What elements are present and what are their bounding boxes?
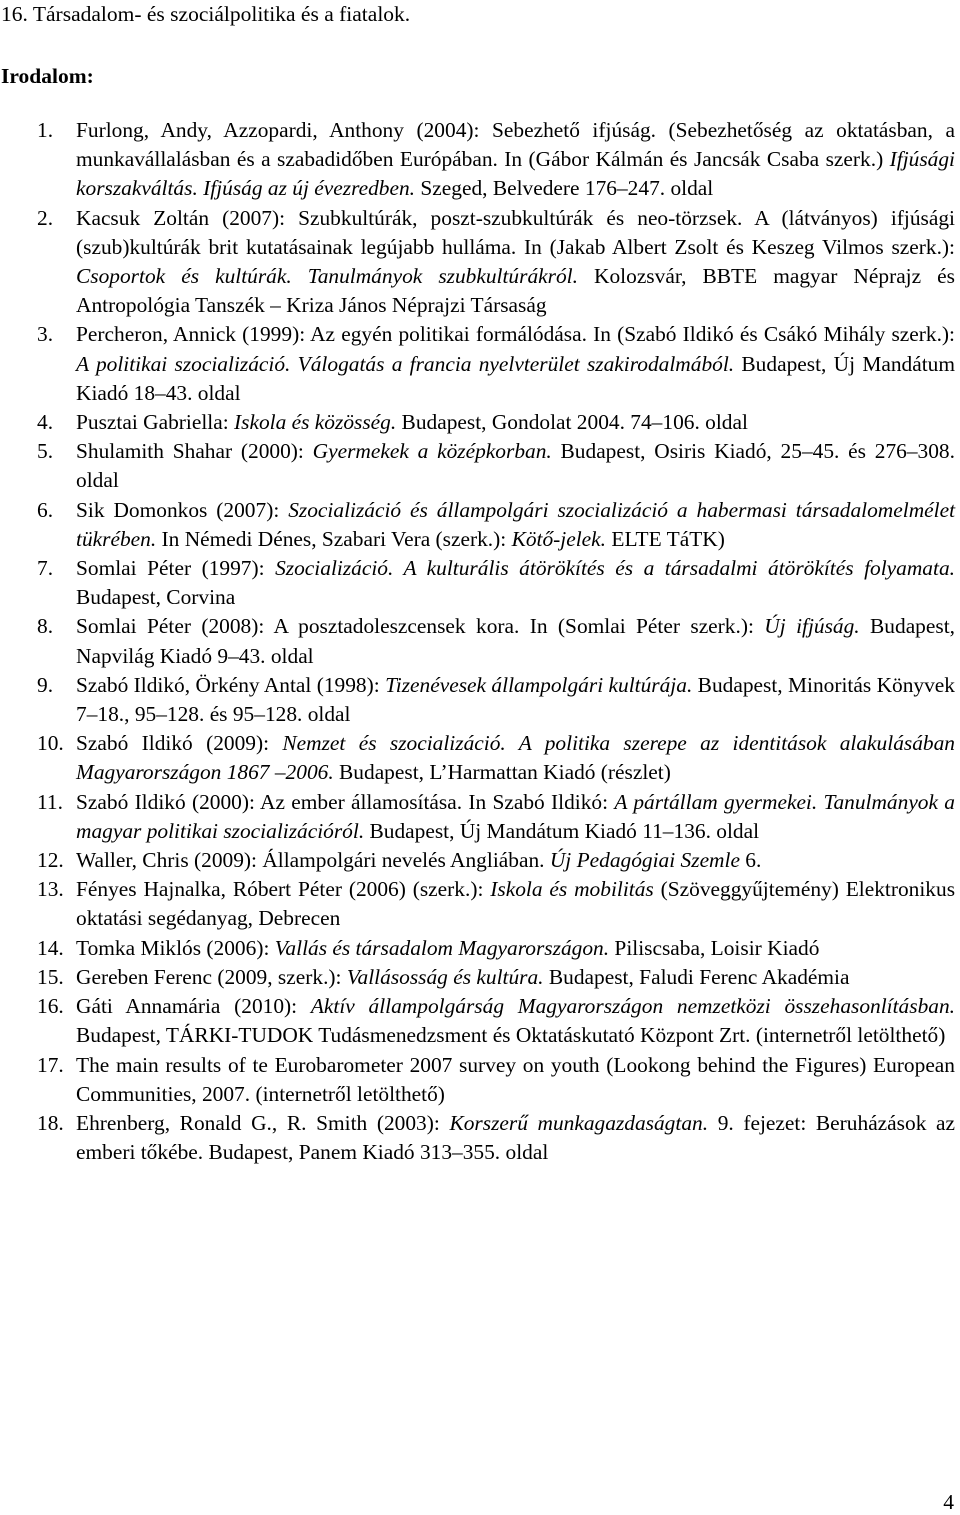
- reference-text-segment: Sik Domonkos (2007):: [76, 497, 289, 522]
- reference-item: [0, 934, 955, 963]
- reference-text: [76, 875, 955, 933]
- reference-text-segment: Gáti Annamária (2010):: [76, 994, 311, 1019]
- reference-item: [0, 875, 955, 933]
- reference-text-segment: Somlai Péter (1997):: [76, 556, 276, 581]
- reference-item: [0, 846, 955, 875]
- reference-title-italic: Nemzet és szocializáció. A politika szerepe az identitások alakulásában Magyarországon 1867 –2006.: [76, 731, 955, 785]
- reference-text-segment: Waller, Chris (2009): Állampolgári nevelés Angliában.: [76, 848, 550, 873]
- reference-text-segment: Piliscsaba, Loisir Kiadó: [609, 935, 820, 960]
- reference-text: [76, 846, 955, 875]
- reference-text-segment: Fényes Hajnalka, Róbert Péter (2006) (szerk.):: [76, 877, 491, 902]
- reference-title-italic: Csoportok és kultúrák. Tanulmányok szubkultúrákról.: [76, 264, 578, 289]
- reference-text-segment: Budapest, Napvilág Kiadó 9–43. oldal: [76, 614, 955, 668]
- reference-text: [76, 671, 955, 729]
- reference-title-italic: A pártállam gyermekei. Tanulmányok a magyar politikai szocializációról.: [76, 789, 955, 843]
- reference-text: [76, 408, 955, 437]
- reference-text: [76, 204, 955, 321]
- reference-text-segment: Tomka Miklós (2006):: [76, 935, 275, 960]
- reference-title-italic: Gyermekek a középkorban.: [312, 439, 552, 464]
- reference-text-segment: The main results of te Eurobarometer 2007 survey on youth (Lookong behind the Figures) European Communities, 2007. (internetről letölthető): [76, 1052, 955, 1106]
- reference-text-segment: Budapest, Osiris Kiadó, 25–45. és 276–308. oldal: [76, 439, 955, 493]
- reference-title-italic: Tizenévesek állampolgári kultúrája.: [385, 672, 693, 697]
- reference-number: 4.: [37, 410, 54, 435]
- reference-number: 5.: [37, 439, 54, 464]
- reference-item: [0, 554, 955, 612]
- reference-title-italic: Vallásosság és kultúra.: [346, 964, 544, 989]
- reference-number: 3.: [37, 322, 54, 347]
- reference-text: [76, 1051, 955, 1109]
- reference-text-segment: Budapest, Faludi Ferenc Akadémia: [543, 964, 850, 989]
- reference-item: [0, 612, 955, 670]
- reference-number: 6.: [37, 497, 54, 522]
- reference-text-segment: Percheron, Annick (1999): Az egyén politikai formálódása. In (Szabó Ildikó és Csákó Mihály szerk.):: [76, 322, 955, 347]
- reference-text: [76, 496, 955, 554]
- reference-text-segment: Budapest, L’Harmattan Kiadó (részlet): [333, 760, 671, 785]
- reference-text-segment: Budapest, Új Mandátum Kiadó 11–136. oldal: [364, 818, 760, 843]
- reference-text-segment: 6.: [739, 848, 762, 873]
- reference-text-segment: Budapest, Új Mandátum Kiadó 18–43. oldal: [76, 351, 955, 405]
- reference-number: 11.: [37, 789, 63, 814]
- reference-text: [76, 437, 955, 495]
- section-heading: 16. Társadalom- és szociálpolitika és a fiatalok.: [1, 2, 411, 26]
- reference-text: [76, 554, 955, 612]
- reference-number: 10.: [37, 731, 64, 756]
- reference-number: 9.: [37, 672, 54, 697]
- reference-text: [76, 963, 955, 992]
- reference-title-italic: A politikai szocializáció. Válogatás a francia nyelvterület szakirodalmából.: [76, 351, 735, 376]
- reference-item: [0, 963, 955, 992]
- reference-item: [0, 1109, 955, 1167]
- reference-text: [76, 612, 955, 670]
- reference-item: [0, 408, 955, 437]
- reference-item: [0, 496, 955, 554]
- reference-text-segment: Gereben Ferenc (2009, szerk.):: [76, 964, 347, 989]
- reference-text: [76, 116, 955, 204]
- reference-text: [76, 1109, 955, 1167]
- reference-item: [0, 788, 955, 846]
- reference-title-italic: Korszerű munkagazdaságtan.: [449, 1110, 709, 1135]
- reference-text-segment: Shulamith Shahar (2000):: [76, 439, 313, 464]
- reference-number: 12.: [37, 848, 64, 873]
- reference-text: [76, 729, 955, 787]
- reference-title-italic: Szocializáció. A kulturális átörökítés és a társadalmi átörökítés folyamata.: [275, 556, 955, 581]
- reference-text-segment: Somlai Péter (2008): A posztadoleszcensek kora. In (Somlai Péter szerk.):: [76, 614, 765, 639]
- reference-title-italic: Szocializáció és állampolgári szocializáció a habermasi társadalomelmélet tükrében.: [76, 497, 956, 551]
- reference-text-segment: Budapest, Minoritás Könyvek 7–18., 95–128. és 95–128. oldal: [76, 672, 955, 727]
- reference-title-italic: Ifjúsági korszakváltás. Ifjúság az új évezredben.: [76, 147, 955, 201]
- reference-number: 18.: [37, 1110, 64, 1135]
- reference-text-segment: (Szöveggyűjtemény) Elektronikus oktatási segédanyag, Debrecen: [76, 877, 956, 931]
- reference-text-segment: Kolozsvár, BBTE magyar Néprajz és Antropológia Tanszék – Kriza János Néprajzi Társaság: [76, 264, 956, 318]
- reference-title-italic: Kötő-jelek.: [511, 526, 607, 551]
- reference-item: [0, 204, 955, 321]
- reference-text-segment: Budapest, TÁRKI-TUDOK Tudásmenedzsment és Oktatáskutató Központ Zrt. (internetről letölthető): [76, 1023, 946, 1048]
- reference-number: 15.: [37, 964, 64, 989]
- reference-title-italic: Vallás és társadalom Magyarországon.: [274, 935, 610, 960]
- reference-text-segment: Ehrenberg, Ronald G., R. Smith (2003):: [76, 1110, 450, 1135]
- reference-text-segment: Furlong, Andy, Azzopardi, Anthony (2004): Sebezhető ifjúság. (Sebezhetőség az oktatásban, a munkavállalásban és a szabadidőben Európában. In (Gábor Kálmán és Jancsák Csaba szerk.): [76, 118, 955, 172]
- reference-title-italic: Aktív állampolgárság Magyarországon nemzetközi összehasonlításban.: [310, 994, 956, 1019]
- reference-text-segment: ELTE TáTK): [606, 526, 725, 551]
- reference-number: 16.: [37, 994, 64, 1019]
- reference-number: 7.: [37, 556, 54, 581]
- reference-item: [0, 729, 955, 787]
- reference-text-segment: Pusztai Gabriella:: [76, 410, 235, 435]
- reference-text-segment: 9. fejezet: Beruházások az emberi tőkébe. Budapest, Panem Kiadó 313–355. oldal: [76, 1110, 956, 1165]
- reference-number: 13.: [37, 877, 64, 902]
- reference-text: [76, 992, 955, 1050]
- reference-text-segment: Kacsuk Zoltán (2007): Szubkultúrák, poszt-szubkultúrák és neo-törzsek. A (látványos) ifjúsági (szub)kultúrák brit kutatásainak legújabb hulláma. In (Jakab Albert Zsolt és Keszeg Vilmos szerk.):: [76, 205, 955, 259]
- reference-number: 14.: [37, 935, 64, 960]
- reference-item: [0, 671, 955, 729]
- reference-text-segment: Budapest, Gondolat 2004. 74–106. oldal: [396, 410, 748, 435]
- reference-title-italic: Új ifjúság.: [764, 614, 860, 639]
- reference-text-segment: Szabó Ildikó, Örkény Antal (1998):: [76, 672, 386, 697]
- reference-list: [0, 116, 955, 1167]
- reference-number: 2.: [37, 205, 54, 230]
- reference-title-italic: Új Pedagógiai Szemle: [549, 848, 740, 873]
- reference-item: [0, 116, 955, 204]
- page-number: 4: [943, 1490, 954, 1514]
- reference-item: [0, 437, 955, 495]
- reference-text: [76, 934, 955, 963]
- reference-text-segment: Budapest, Corvina: [76, 585, 236, 610]
- reference-text-segment: Szabó Ildikó (2000): Az ember államosítása. In Szabó Ildikó:: [76, 789, 615, 814]
- reference-title-italic: Iskola és mobilitás: [490, 877, 654, 902]
- reference-item: [0, 320, 955, 408]
- literature-title: Irodalom:: [1, 64, 94, 88]
- reference-title-italic: Iskola és közösség.: [234, 410, 397, 435]
- reference-text: [76, 788, 955, 846]
- reference-number: 1.: [37, 118, 54, 142]
- reference-item: [0, 992, 955, 1050]
- reference-item: [0, 1051, 955, 1109]
- reference-number: 17.: [37, 1052, 64, 1077]
- reference-number: 8.: [37, 614, 54, 639]
- reference-text: [76, 320, 955, 408]
- reference-text-segment: Szeged, Belvedere 176–247. oldal: [415, 176, 714, 201]
- reference-text-segment: In Némedi Dénes, Szabari Vera (szerk.):: [156, 526, 512, 551]
- reference-text-segment: Szabó Ildikó (2009):: [76, 731, 283, 756]
